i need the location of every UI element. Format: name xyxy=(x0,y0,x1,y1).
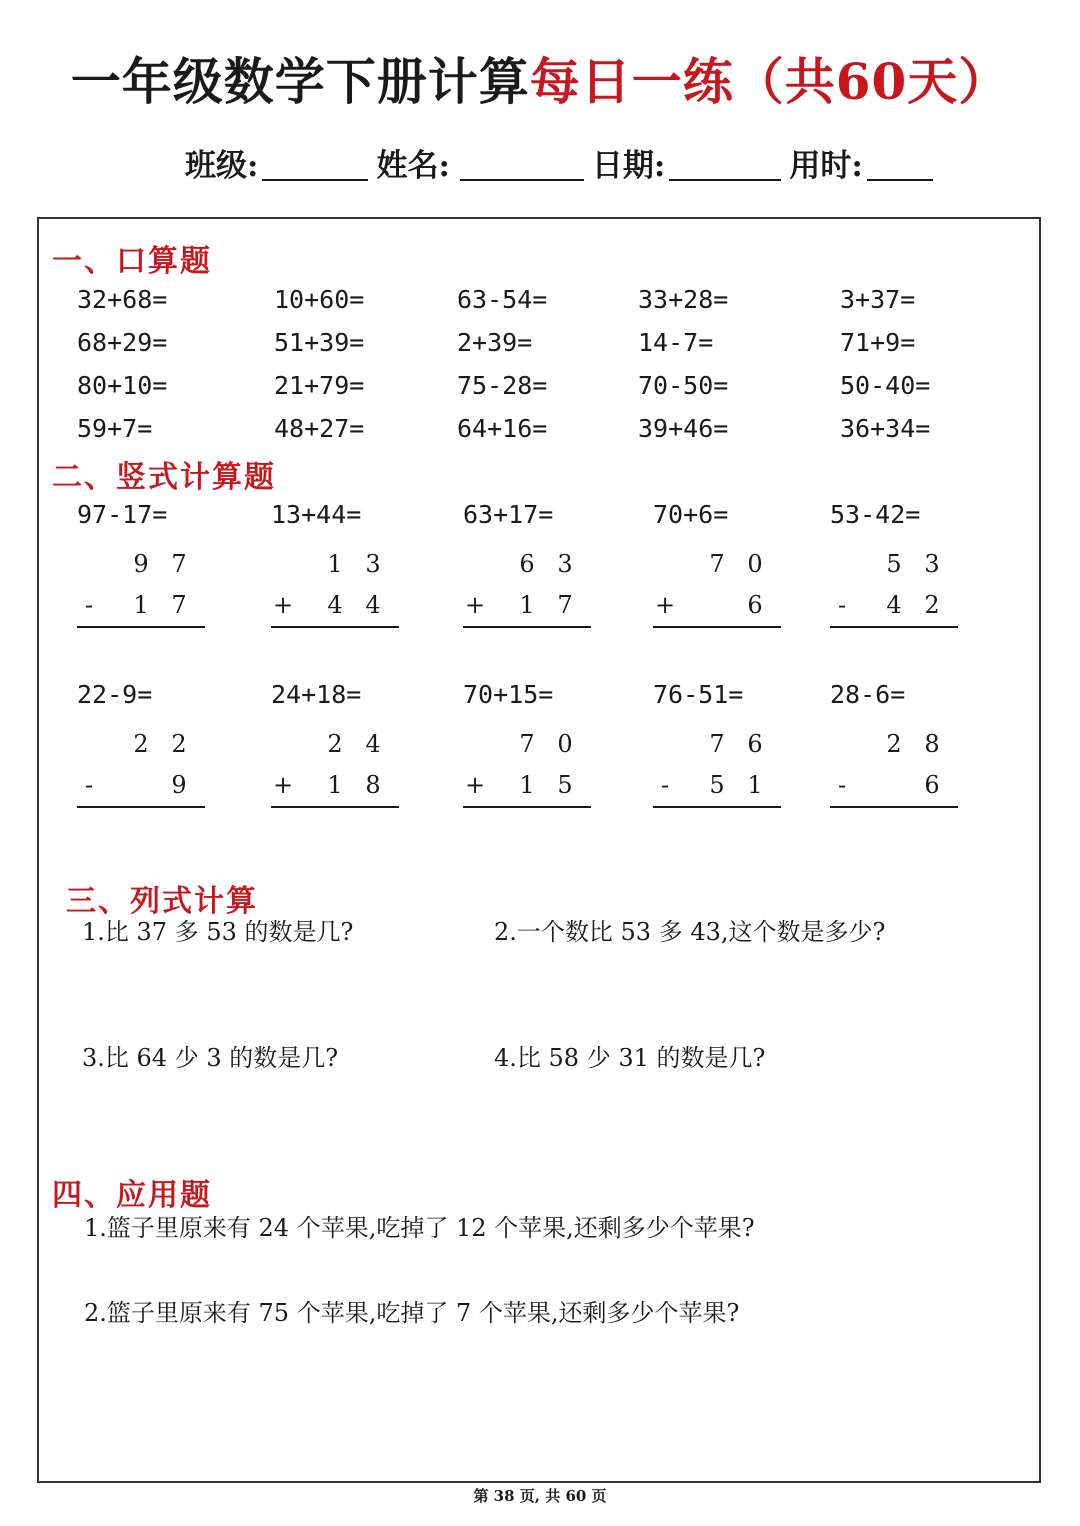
expression-question-2: 2.一个数比 53 多 43,这个数是多少? xyxy=(494,918,886,946)
digit: 5 xyxy=(709,771,725,799)
section-word-problem-heading: 四、应用题 xyxy=(52,1178,212,1213)
vertical-expression: 22-9= xyxy=(77,680,153,709)
date-label: 日期: xyxy=(591,148,666,184)
vertical-bottom-number xyxy=(463,771,593,803)
oral-problem: 51+39= xyxy=(274,328,365,357)
vertical-top-number xyxy=(463,550,593,582)
operator: - xyxy=(660,771,670,799)
vertical-problem xyxy=(463,680,593,820)
vertical-problem xyxy=(271,680,401,820)
expression-question-1: 1.比 37 多 53 的数是几? xyxy=(82,918,354,946)
digit: 6 xyxy=(924,771,940,799)
vertical-top-number xyxy=(653,550,783,582)
student-info-line xyxy=(185,140,941,185)
vertical-bottom-number xyxy=(830,591,960,623)
digit: 7 xyxy=(709,730,725,758)
digit: 4 xyxy=(327,591,343,619)
oral-problem: 36+34= xyxy=(840,414,931,443)
oral-problem: 80+10= xyxy=(77,371,168,400)
oral-problem: 14-7= xyxy=(638,328,714,357)
oral-problem: 59+7= xyxy=(77,414,153,443)
oral-problem: 33+28= xyxy=(638,285,729,314)
expression-question-3: 3.比 64 少 3 的数是几? xyxy=(82,1044,339,1072)
expression-question-4: 4.比 58 少 31 的数是几? xyxy=(494,1044,766,1072)
vertical-problem xyxy=(77,500,207,640)
answer-line xyxy=(653,806,781,808)
digit: 3 xyxy=(924,550,940,578)
digit: 2 xyxy=(886,730,902,758)
digit: 0 xyxy=(747,550,763,578)
digit: 3 xyxy=(365,550,381,578)
digit: 8 xyxy=(365,771,381,799)
vertical-top-number xyxy=(830,550,960,582)
answer-line xyxy=(271,626,399,628)
digit: 5 xyxy=(557,771,573,799)
vertical-expression: 76-51= xyxy=(653,680,744,709)
digit: 2 xyxy=(133,730,149,758)
vertical-top-number xyxy=(830,730,960,762)
vertical-problem xyxy=(830,500,960,640)
oral-problem: 21+79= xyxy=(274,371,365,400)
section-oral-heading: 一、口算题 xyxy=(52,244,212,279)
vertical-problem xyxy=(653,680,783,820)
word-problem-2: 2.篮子里原来有 75 个苹果,吃掉了 7 个苹果,还剩多少个苹果? xyxy=(84,1299,740,1327)
digit: 2 xyxy=(327,730,343,758)
digit: 1 xyxy=(327,550,343,578)
word-problem-1: 1.篮子里原来有 24 个苹果,吃掉了 12 个苹果,还剩多少个苹果? xyxy=(84,1214,755,1242)
digit: 6 xyxy=(747,730,763,758)
operator: + xyxy=(272,771,294,799)
digit: 5 xyxy=(886,550,902,578)
operator: - xyxy=(84,591,94,619)
oral-problem: 2+39= xyxy=(457,328,533,357)
oral-problem: 10+60= xyxy=(274,285,365,314)
vertical-top-number xyxy=(77,550,207,582)
vertical-expression: 70+15= xyxy=(463,680,554,709)
operator: + xyxy=(654,591,676,619)
vertical-expression: 63+17= xyxy=(463,500,554,529)
vertical-bottom-number xyxy=(830,771,960,803)
title-highlight: 每日一练（共60天） xyxy=(529,52,1010,111)
digit: 9 xyxy=(171,771,187,799)
oral-problem: 48+27= xyxy=(274,414,365,443)
name-label: 姓名: xyxy=(376,148,450,184)
digit: 1 xyxy=(327,771,343,799)
digit: 2 xyxy=(171,730,187,758)
vertical-expression: 13+44= xyxy=(271,500,362,529)
answer-line xyxy=(830,626,958,628)
vertical-bottom-number xyxy=(271,591,401,623)
operator: + xyxy=(272,591,294,619)
operator: - xyxy=(837,591,847,619)
vertical-top-number xyxy=(463,730,593,762)
vertical-expression: 24+18= xyxy=(271,680,362,709)
answer-line xyxy=(830,806,958,808)
vertical-problem xyxy=(830,680,960,820)
time-blank[interactable] xyxy=(867,145,933,181)
digit: 1 xyxy=(519,591,535,619)
answer-line xyxy=(271,806,399,808)
digit: 0 xyxy=(557,730,573,758)
name-blank[interactable] xyxy=(460,145,584,181)
digit: 6 xyxy=(747,591,763,619)
vertical-top-number xyxy=(653,730,783,762)
digit: 1 xyxy=(133,591,149,619)
vertical-expression: 70+6= xyxy=(653,500,729,529)
vertical-top-number xyxy=(77,730,207,762)
operator: + xyxy=(464,591,486,619)
oral-problem: 68+29= xyxy=(77,328,168,357)
vertical-top-number xyxy=(271,550,401,582)
operator: - xyxy=(84,771,94,799)
vertical-bottom-number xyxy=(77,591,207,623)
digit: 9 xyxy=(133,550,149,578)
title-main: 一年级数学下册计算 xyxy=(70,52,530,111)
digit: 7 xyxy=(171,591,187,619)
oral-problem: 71+9= xyxy=(840,328,916,357)
vertical-bottom-number xyxy=(271,771,401,803)
section-vertical-heading: 二、竖式计算题 xyxy=(52,460,276,495)
digit: 8 xyxy=(924,730,940,758)
digit: 2 xyxy=(924,591,940,619)
vertical-problem xyxy=(653,500,783,640)
digit: 7 xyxy=(557,591,573,619)
vertical-bottom-number xyxy=(77,771,207,803)
time-label: 用时: xyxy=(789,148,863,184)
oral-problem: 50-40= xyxy=(840,371,931,400)
digit: 7 xyxy=(709,550,725,578)
oral-problem: 39+46= xyxy=(638,414,729,443)
vertical-bottom-number xyxy=(463,591,593,623)
digit: 7 xyxy=(519,730,535,758)
digit: 6 xyxy=(519,550,535,578)
vertical-problem xyxy=(77,680,207,820)
vertical-problem xyxy=(463,500,593,640)
operator: + xyxy=(464,771,486,799)
section-expression-heading: 三、列式计算 xyxy=(66,884,258,919)
oral-problem: 32+68= xyxy=(77,285,168,314)
answer-line xyxy=(463,806,591,808)
operator: - xyxy=(837,771,847,799)
digit: 1 xyxy=(747,771,763,799)
digit: 4 xyxy=(365,591,381,619)
answer-line xyxy=(77,806,205,808)
answer-line xyxy=(653,626,781,628)
oral-problem: 75-28= xyxy=(457,371,548,400)
page-title xyxy=(0,42,1080,114)
answer-line xyxy=(463,626,591,628)
vertical-problem xyxy=(271,500,401,640)
digit: 7 xyxy=(171,550,187,578)
digit: 1 xyxy=(519,771,535,799)
vertical-bottom-number xyxy=(653,591,783,623)
digit: 3 xyxy=(557,550,573,578)
vertical-top-number xyxy=(271,730,401,762)
class-label: 班级: xyxy=(185,148,259,184)
page-number: 第 38 页, 共 60 页 xyxy=(473,1487,607,1505)
vertical-expression: 28-6= xyxy=(830,680,906,709)
oral-problem: 70-50= xyxy=(638,371,729,400)
class-blank[interactable] xyxy=(262,145,368,181)
date-blank[interactable] xyxy=(669,145,781,181)
vertical-bottom-number xyxy=(653,771,783,803)
vertical-expression: 97-17= xyxy=(77,500,168,529)
digit: 4 xyxy=(365,730,381,758)
oral-problem: 64+16= xyxy=(457,414,548,443)
oral-problem: 3+37= xyxy=(840,285,916,314)
digit: 4 xyxy=(886,591,902,619)
answer-line xyxy=(77,626,205,628)
vertical-expression: 53-42= xyxy=(830,500,921,529)
oral-problem: 63-54= xyxy=(457,285,548,314)
